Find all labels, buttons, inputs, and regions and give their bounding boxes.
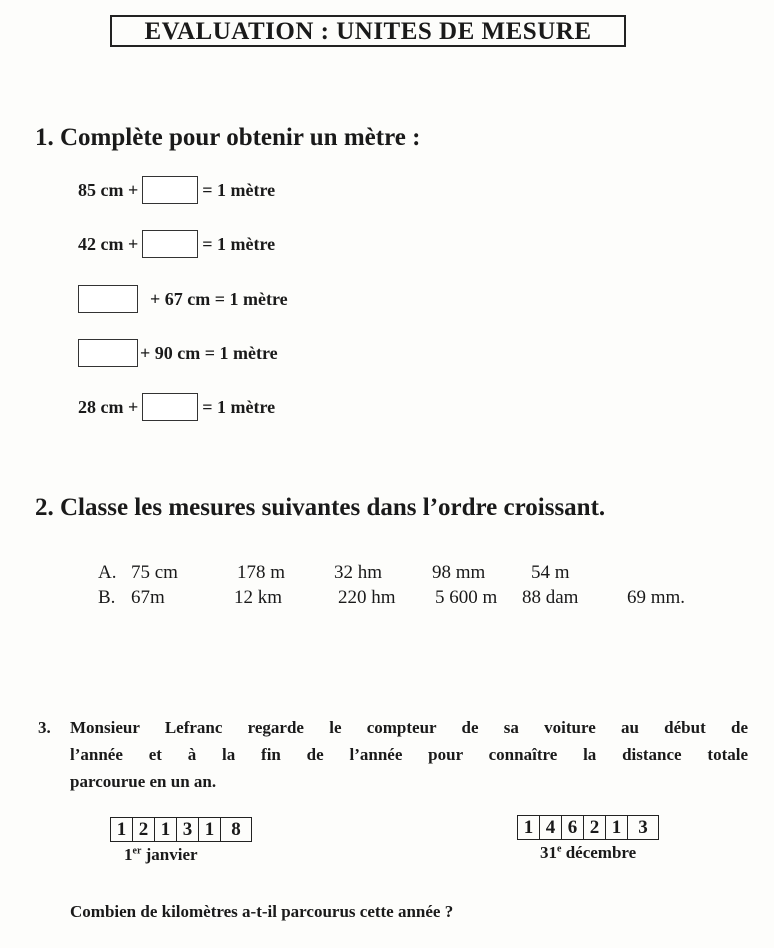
q1-row-1-right: = 1 mètre bbox=[202, 180, 276, 200]
page-title: EVALUATION : UNITES DE MESURE bbox=[110, 15, 626, 47]
odometer-end-caption bbox=[540, 843, 636, 863]
answer-box-3[interactable] bbox=[78, 285, 138, 313]
q1-row-2 bbox=[78, 230, 275, 258]
odometer-end bbox=[517, 815, 659, 840]
measure-a-4: 98 mm bbox=[432, 562, 486, 583]
measure-b-2: 12 km bbox=[234, 587, 283, 608]
odometer-start-digit: 1 bbox=[155, 818, 177, 841]
odometer-start-digit: 8 bbox=[231, 819, 241, 840]
odometer-end-digit: 3 bbox=[638, 817, 648, 838]
q3-line-2: l’année et à la fin de l’année pour connaître la distance totale bbox=[70, 745, 748, 764]
odometer-start-digit: 1 bbox=[199, 818, 221, 841]
measure-a-3: 32 hm bbox=[334, 562, 383, 583]
q3-number: 3. bbox=[38, 718, 51, 737]
q1-row-2-left: 42 cm + bbox=[78, 234, 139, 254]
q1-heading: 1. Complète pour obtenir un mètre : bbox=[35, 124, 421, 151]
q1-row-1-left: 85 cm + bbox=[78, 180, 139, 200]
end-day-sup: e bbox=[557, 843, 562, 855]
q3-question: Combien de kilomètres a-t-il parcourus cette année ? bbox=[70, 902, 454, 921]
q1-row-4 bbox=[78, 339, 278, 367]
answer-box-2[interactable] bbox=[142, 230, 198, 258]
measure-b-5: 88 dam bbox=[522, 587, 579, 608]
measure-b-1: 67m bbox=[131, 587, 165, 608]
odometer-start-caption bbox=[124, 845, 198, 865]
answer-box-4[interactable] bbox=[78, 339, 138, 367]
row-a-label: A. bbox=[98, 562, 117, 583]
odometer-end-digit: 1 bbox=[606, 816, 628, 839]
odometer-start-digit: 3 bbox=[177, 818, 199, 841]
measure-b-6: 69 mm. bbox=[627, 587, 686, 608]
odometer-end-digit: 6 bbox=[562, 816, 584, 839]
odometer-end-digit: 1 bbox=[518, 816, 540, 839]
measure-a-5: 54 m bbox=[531, 562, 570, 583]
q3-line-1: Monsieur Lefranc regarde le compteur de sa voiture au début de bbox=[70, 718, 748, 737]
start-month: janvier bbox=[145, 845, 198, 864]
q3-line-3: parcourue en un an. bbox=[70, 772, 217, 791]
q1-row-1 bbox=[78, 176, 275, 204]
start-day-sup: er bbox=[132, 845, 142, 857]
q1-row-5-right: = 1 mètre bbox=[202, 397, 276, 417]
measure-a-2: 178 m bbox=[237, 562, 286, 583]
measure-a-1: 75 cm bbox=[131, 562, 178, 583]
row-b-label: B. bbox=[98, 587, 116, 608]
q1-row-2-right: = 1 mètre bbox=[202, 234, 276, 254]
start-day: 1 bbox=[124, 845, 133, 864]
answer-box-5[interactable] bbox=[142, 393, 198, 421]
q1-row-5 bbox=[78, 393, 275, 421]
odometer-end-digit: 2 bbox=[584, 816, 606, 839]
odometer-start bbox=[110, 817, 252, 842]
end-month: décembre bbox=[565, 843, 637, 862]
odometer-end-digit: 4 bbox=[540, 816, 562, 839]
q1-row-3 bbox=[78, 285, 288, 313]
odometer-start-digit: 2 bbox=[133, 818, 155, 841]
q1-row-5-left: 28 cm + bbox=[78, 397, 139, 417]
measure-b-4: 5 600 m bbox=[435, 587, 498, 608]
end-day: 31 bbox=[540, 843, 557, 862]
answer-box-1[interactable] bbox=[142, 176, 198, 204]
measure-b-3: 220 hm bbox=[338, 587, 396, 608]
q1-row-3-right: + 67 cm = 1 mètre bbox=[150, 289, 288, 309]
q2-heading: 2. Classe les mesures suivantes dans l’ordre croissant. bbox=[35, 494, 606, 521]
q1-row-4-right: + 90 cm = 1 mètre bbox=[140, 343, 278, 363]
odometer-start-digit: 1 bbox=[111, 818, 133, 841]
